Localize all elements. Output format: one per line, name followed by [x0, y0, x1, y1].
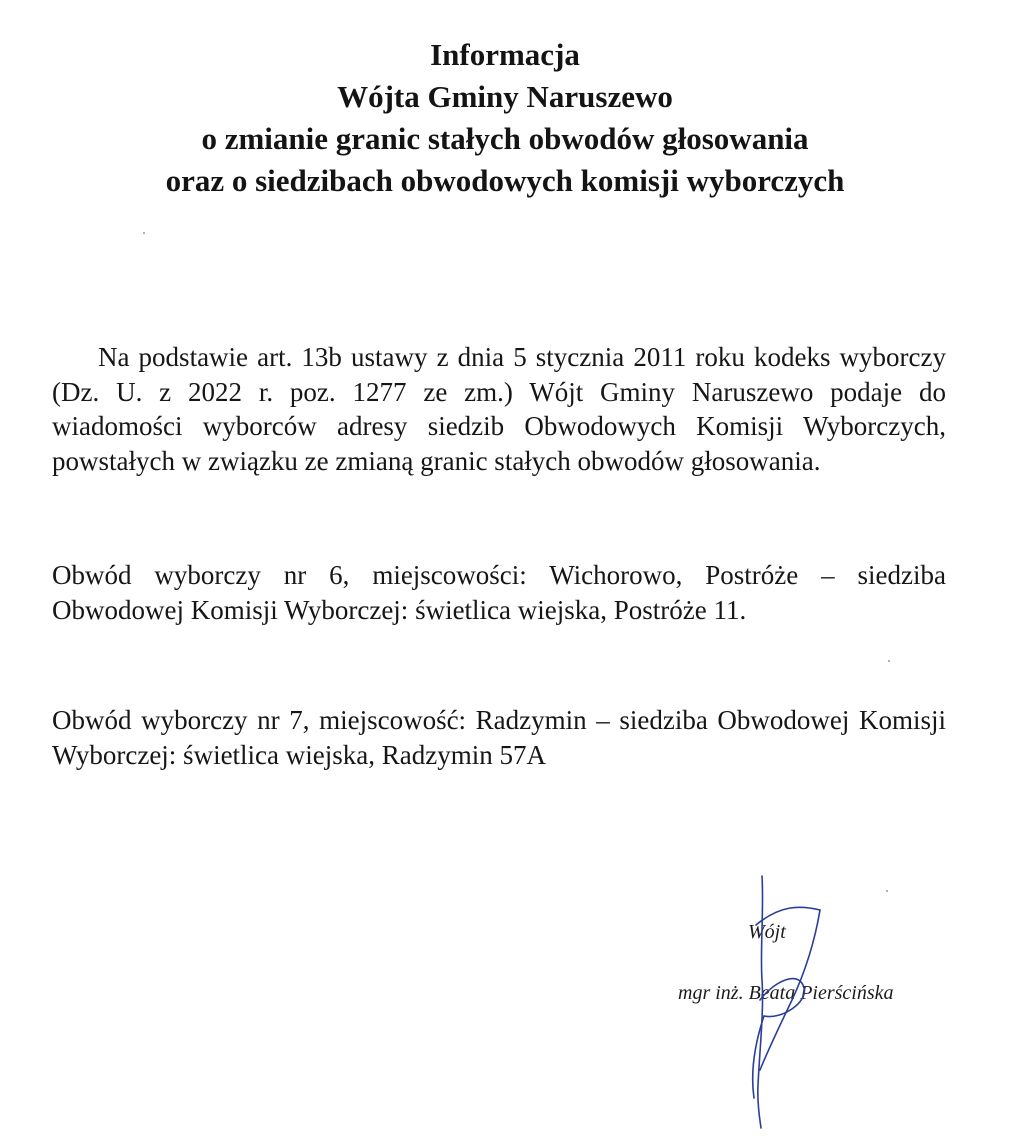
title-line-2: Wójta Gminy Naruszewo: [337, 79, 673, 114]
district-6-paragraph: Obwód wyborczy nr 6, miejscowości: Wichorowo, Postróże – siedziba Obwodowej Komisji Wyborczej: świetlica wiejska, Postróże 11.: [52, 560, 946, 625]
document-title: [0, 34, 1010, 202]
scan-speck: [888, 660, 890, 662]
signatory-role: Wójt: [748, 921, 786, 943]
signatory-name: mgr inż. Beata Pierścińska: [678, 982, 894, 1004]
scan-speck: [143, 232, 145, 234]
signature-block: [660, 915, 980, 1135]
title-line-1: Informacja: [430, 37, 580, 72]
title-line-4: oraz o siedzibach obwodowych komisji wyborczych: [165, 163, 845, 198]
intro-paragraph: Na podstawie art. 13b ustawy z dnia 5 stycznia 2011 roku kodeks wyborczy (Dz. U. z 2022 r. poz. 1277 ze zm.) Wójt Gminy Naruszewo podaje do wiadomości wyborców adresy siedzib Obwodowych Komisji Wyborczych, powstałych w związku ze zmianą granic stałych obwodów głosowania.: [52, 342, 946, 476]
title-line-3: o zmianie granic stałych obwodów głosowania: [201, 121, 809, 156]
district-7-paragraph: Obwód wyborczy nr 7, miejscowość: Radzymin – siedziba Obwodowej Komisji Wyborczej: świetlica wiejska, Radzymin 57A: [52, 705, 946, 770]
handwritten-signature: [720, 870, 920, 1130]
